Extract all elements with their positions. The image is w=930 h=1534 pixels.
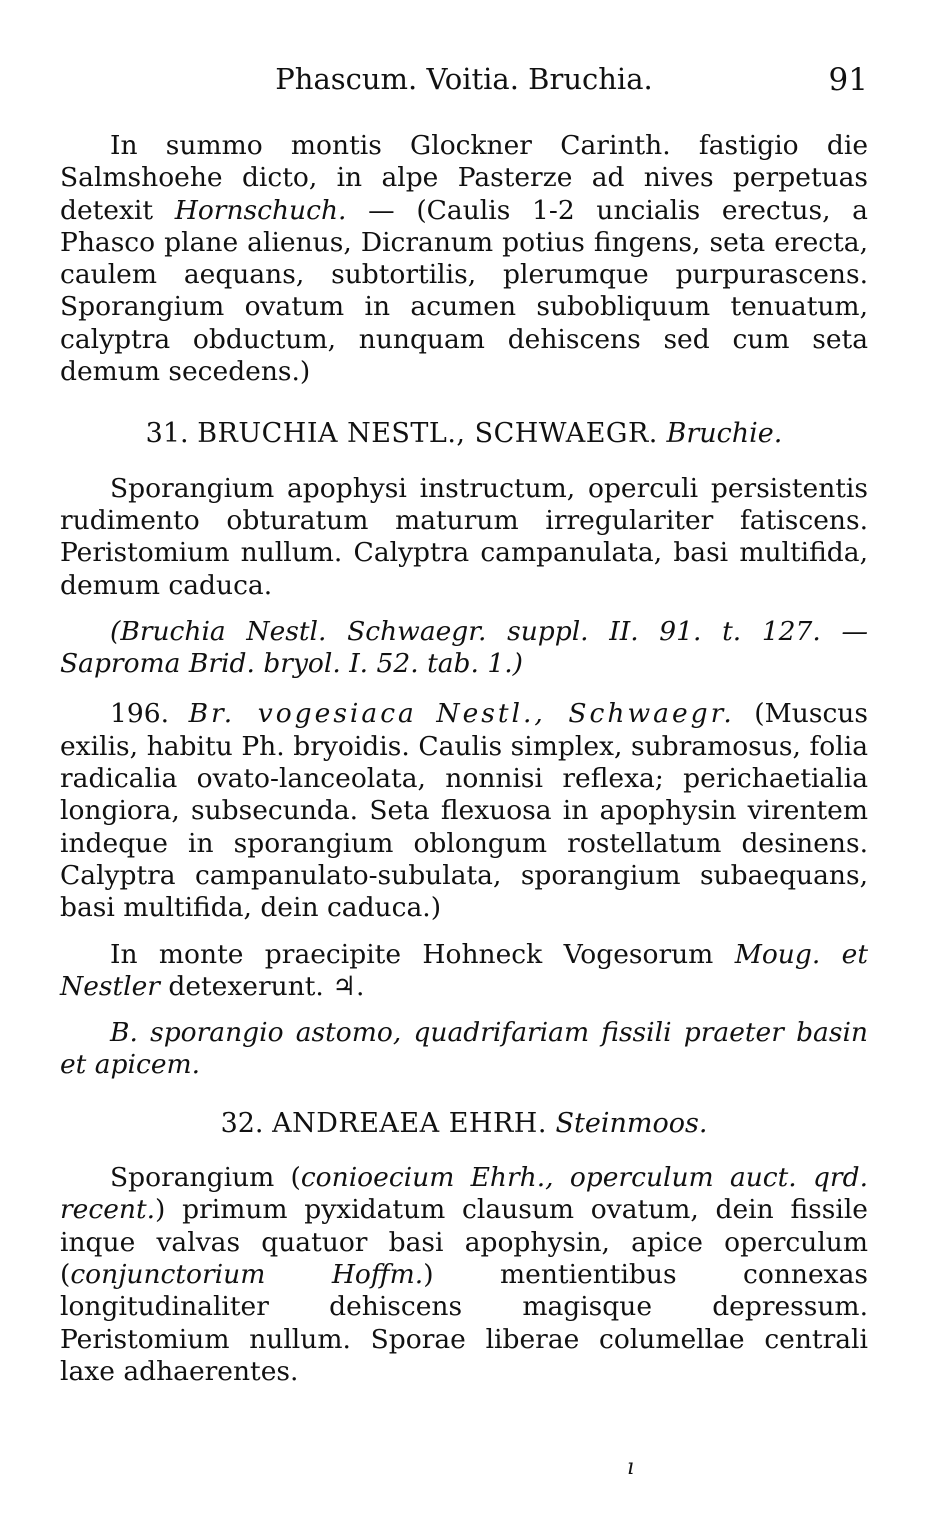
andreaea-synonym-1: conioecium Ehrh., operculum auct. qrd. recent. <box>60 1162 868 1226</box>
genus-synonymy <box>60 616 868 681</box>
genus-heading-andreaea <box>60 1108 868 1140</box>
print-fleck: ı <box>627 1455 635 1480</box>
genus-common-name: Steinmoos. <box>555 1107 708 1139</box>
species-description: (Muscus exilis, habitu Ph. bryoidis. Caulis simplex, subramosus, folia radicalia ovato-lanceolata, nonnisi reflexa; perichaetialia longiora, subsecunda. Seta flexuosa in apophysin virentem indeque in sporangium oblongum rostellatum desinens. Calyptra campanulato-subulata, sporangium subaequans, basi multifida, dein caduca.) <box>60 698 868 924</box>
genus-heading-bruchia <box>60 418 868 450</box>
page-body <box>60 130 868 1388</box>
genus-number: 31. <box>145 418 189 450</box>
running-title: Phascum. Voitia. Bruchia. <box>275 62 653 96</box>
genus-description: Sporangium apophysi instructum, operculi persistentis rudimento obturatum maturum irregulariter fatiscens. Peristomium nullum. Calyptra campanulata, basi multifida, demum caduca. <box>60 472 868 601</box>
species-habitat-end: detexerunt. ♃. <box>159 970 365 1002</box>
genus-name: ANDREAEA EHRH. <box>272 1107 547 1139</box>
species-number: 196. <box>110 698 170 730</box>
habitat-description: — (Caulis 1-2 uncialis erectus, a Phasco plane alienus, Dicranum potius fingens, seta erecta, caulem aequans, subtortilis, plerumque purpurascens. Sporangium ovatum in acumen subobliquum tenuatum, calyptra obductum, nunquam dehiscens sed cum seta demum secedens.) <box>60 194 868 388</box>
andreaea-description <box>60 1162 868 1388</box>
page-header <box>60 62 868 102</box>
collector-name: Hornschuch. <box>174 194 347 226</box>
andreaea-text-3: ) mentientibus connexas longitudinaliter dehiscens magisque depressum. Peristomium nullum. Sporae liberae columellae centrali laxe adhaerentes. <box>60 1258 868 1387</box>
andreaea-text-1: Sporangium ( <box>110 1162 301 1194</box>
variety-text: B. sporangio astomo, quadrifariam fissili praeter basin et apicem. <box>60 1017 868 1081</box>
genus-common-name: Bruchie. <box>666 418 783 450</box>
species-variety <box>60 1017 868 1082</box>
habitat-text: In summo montis Glockner Carinth. fastigio die Salmshoehe dicto, in alpe Pasterze ad nives perpetuas detexit <box>60 130 868 226</box>
species-habitat-text: In monte praecipite Hohneck Vogesorum <box>110 938 735 970</box>
andreaea-text-2: ) primum pyxidatum clausum ovatum, dein fissile inque valvas quatuor basi apophysin, apice operculum ( <box>60 1194 868 1290</box>
species-collectors: Moug. et Nestler <box>60 938 868 1002</box>
voitia-habitat-paragraph <box>60 130 868 388</box>
genus-number: 32. <box>220 1107 264 1139</box>
genus-name: BRUCHIA NESTL., SCHWAEGR. <box>197 418 658 450</box>
page-number: 91 <box>828 62 868 98</box>
species-name: Br. vogesiaca <box>188 698 417 730</box>
species-entry <box>60 698 868 924</box>
species-authority: Nestl., Schwaegr. <box>436 698 735 730</box>
species-habitat <box>60 939 868 1004</box>
synonymy-text: (Bruchia Nestl. Schwaegr. suppl. II. 91. t. 127. — Saproma Brid. bryol. I. 52. tab. 1.) <box>60 615 868 680</box>
andreaea-synonym-2: conjunctorium Hoffm. <box>70 1258 424 1290</box>
